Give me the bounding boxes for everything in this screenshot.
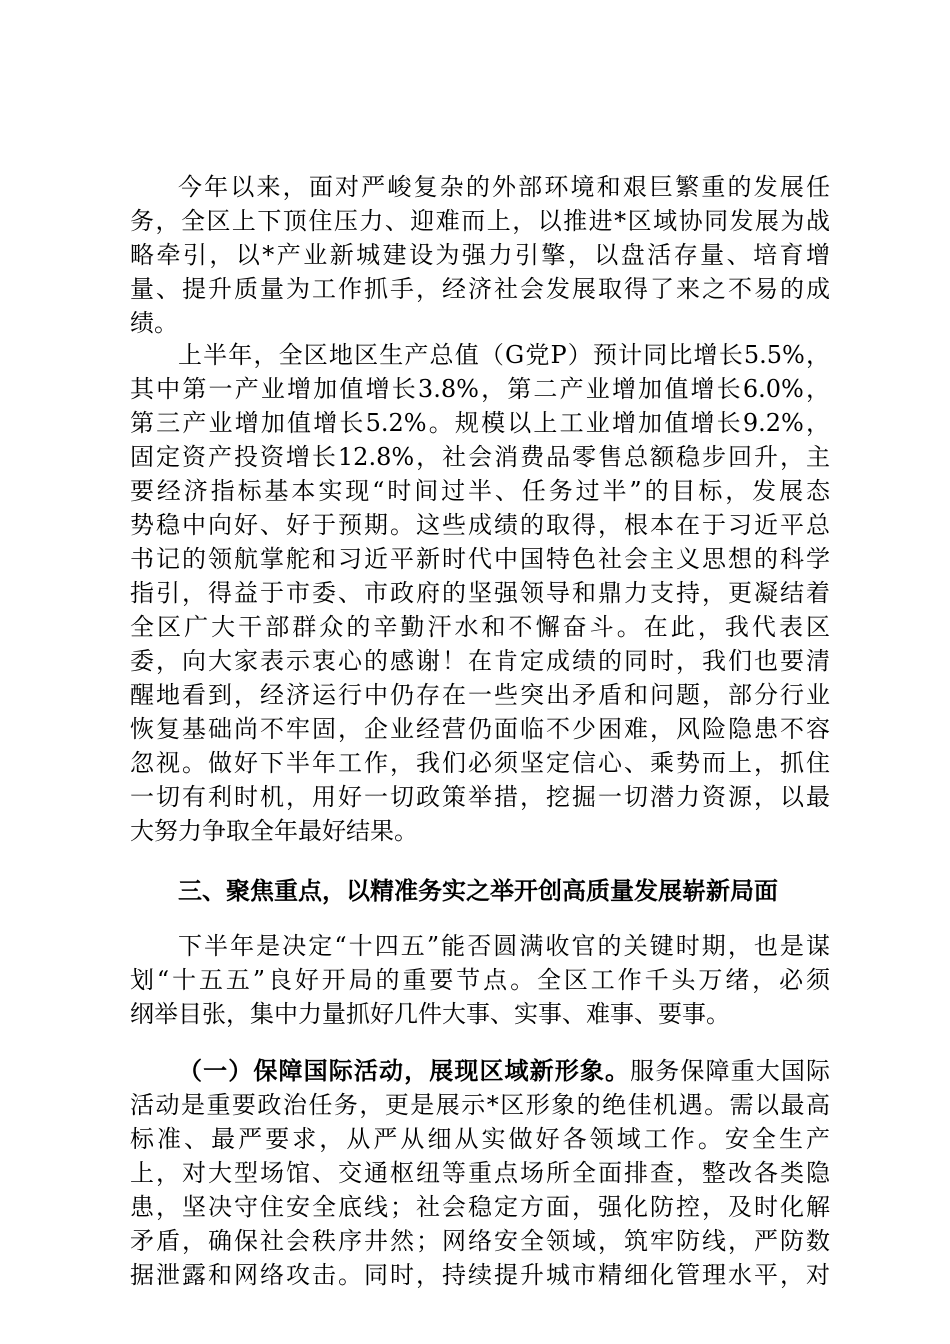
text-line: 绩。 — [130, 309, 178, 337]
text-line: 一切有利时机，用好一切政策举措，挖掘一切潜力资源，以最 — [130, 783, 830, 811]
text-run: 服务保障重大国际 — [630, 1057, 830, 1085]
text-line: 书记的领航掌舵和习近平新时代中国特色社会主义思想的科学 — [130, 545, 830, 573]
text-line: 醒地看到，经济运行中仍存在一些突出矛盾和问题，部分行业 — [130, 681, 830, 709]
text-line: 委，向大家表示衷心的感谢！在肯定成绩的同时，我们也要清 — [130, 647, 830, 675]
section-heading: 三、聚焦重点，以精准务实之举开创高质量发展崭新局面 — [178, 877, 778, 905]
text-line: 略牵引，以*产业新城建设为强力引擎，以盘活存量、培育增 — [130, 241, 830, 269]
text-line: 标准、最严要求，从严从细从实做好各领域工作。安全生产 — [130, 1125, 830, 1153]
text-line — [178, 1054, 830, 1088]
text-line: 势稳中向好、好于预期。这些成绩的取得，根本在于习近平总 — [130, 511, 830, 539]
text-line: 划“十五五”良好开局的重要节点。全区工作千头万绪，必须 — [130, 966, 830, 994]
text-line: 恢复基础尚不牢固，企业经营仍面临不少困难，风险隐患不容 — [130, 715, 830, 743]
text-line: 指引，得益于市委、市政府的坚强领导和鼎力支持，更凝结着 — [130, 579, 830, 607]
text-line: 忽视。做好下半年工作，我们必须坚定信心、乘势而上，抓住 — [130, 749, 830, 777]
text-line: 要经济指标基本实现“时间过半、任务过半”的目标，发展态 — [130, 477, 830, 505]
text-line: 大努力争取全年最好结果。 — [130, 817, 418, 845]
text-line: 活动是重要政治任务，更是展示*区形象的绝佳机遇。需以最高 — [130, 1091, 830, 1119]
text-line: 务，全区上下顶住压力、迎难而上，以推进*区域协同发展为战 — [130, 207, 830, 235]
text-line: 下半年是决定“十四五”能否圆满收官的关键时期，也是谋 — [178, 932, 830, 960]
text-line: 固定资产投资增长12.8%，社会消费品零售总额稳步回升，主 — [130, 443, 830, 471]
text-line: 全区广大干部群众的辛勤汗水和不懈奋斗。在此，我代表区 — [130, 613, 830, 641]
text-line: 上半年，全区地区生产总值（G党P）预计同比增长5.5%， — [178, 341, 830, 369]
text-line: 据泄露和网络攻击。同时，持续提升城市精细化管理水平，对 — [130, 1261, 830, 1289]
text-line: 纲举目张，集中力量抓好几件大事、实事、难事、要事。 — [130, 1000, 730, 1028]
text-line: 患，坚决守住安全底线；社会稳定方面，强化防控，及时化解 — [130, 1193, 830, 1221]
text-line: 其中第一产业增加值增长3.8%，第二产业增加值增长6.0%， — [130, 375, 830, 403]
text-line: 今年以来，面对严峻复杂的外部环境和艰巨繁重的发展任 — [178, 173, 830, 201]
text-line: 矛盾，确保社会秩序井然；网络安全领域，筑牢防线，严防数 — [130, 1227, 830, 1255]
text-line: 上，对大型场馆、交通枢纽等重点场所全面排查，整改各类隐 — [130, 1159, 830, 1187]
subsection-lead: （一）保障国际活动，展现区域新形象。 — [178, 1057, 631, 1085]
text-line: 量、提升质量为工作抓手，经济社会发展取得了来之不易的成 — [130, 275, 830, 303]
text-line: 第三产业增加值增长5.2%。规模以上工业增加值增长9.2%， — [130, 409, 830, 437]
